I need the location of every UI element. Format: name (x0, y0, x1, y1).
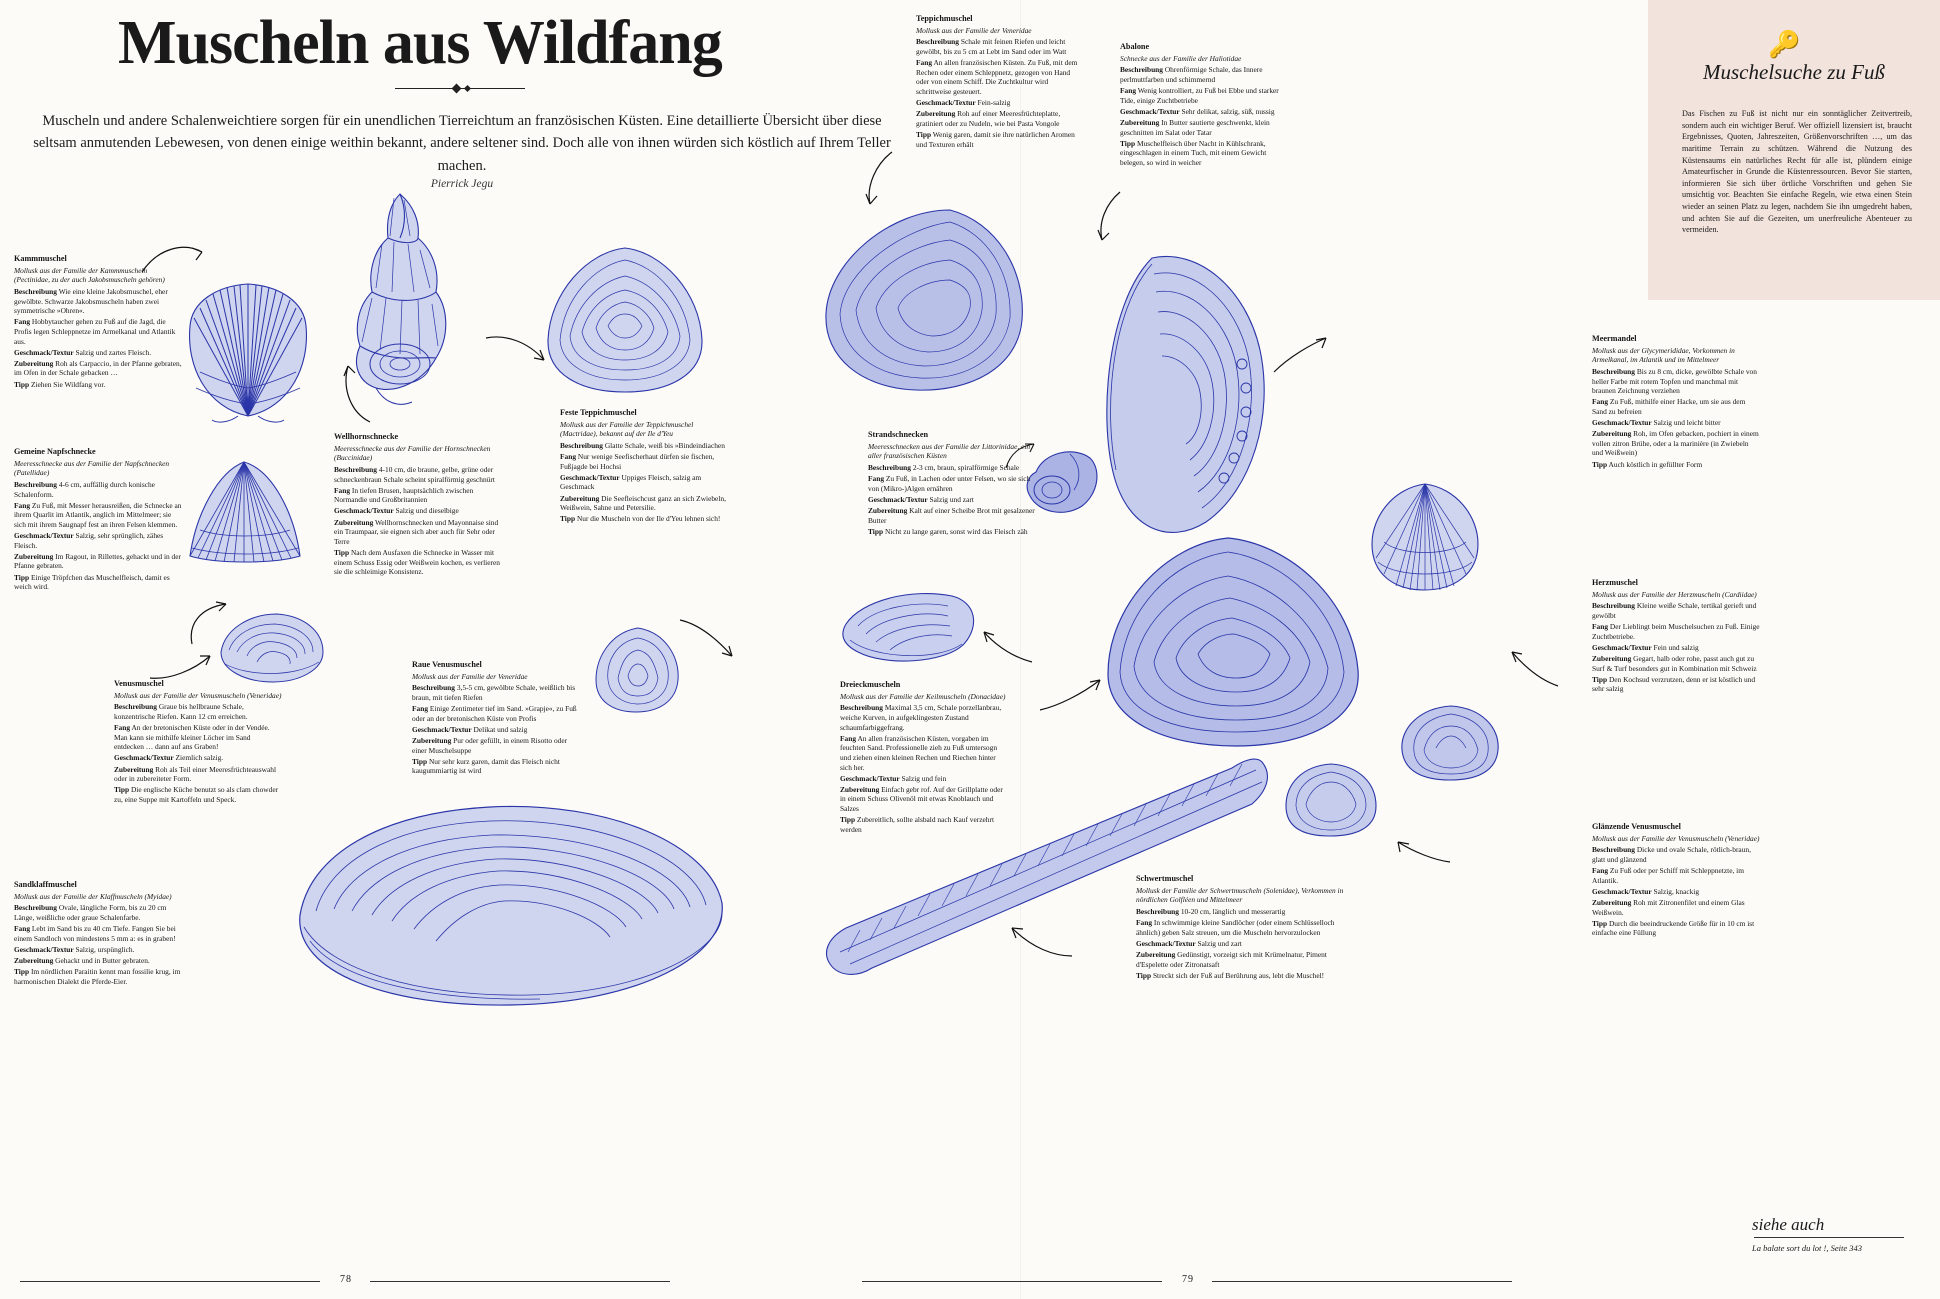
entry-line: Tipp Muschelfleisch über Nacht in Kühlschrank, eingeschlagen in einem Tuch, mit einem Gewicht belegen, so wird in weicher (1120, 138, 1267, 167)
entry-line: Geschmack/Textur Salzig und zart (1136, 938, 1242, 948)
entry-line: Zubereitung Im Ragout, in Rillettes, gehackt und in der Pfanne gebraten. (14, 551, 181, 571)
entry-feste-teppichmuschel (560, 408, 728, 525)
arrow-to-grosse-muschel (1038, 676, 1104, 716)
illustration-teppichmuschel (820, 200, 1030, 400)
entry-line: Tipp Den Kochsud verzrutzen, denn er ist köstlich und sehr salzig (1592, 674, 1756, 694)
byline: Pierrick Jegu (430, 178, 494, 190)
folio-right (1182, 1274, 1194, 1285)
entry-subtitle: Mollusk aus der Familie der Venusmuscheln (Veneridae) (114, 690, 282, 700)
entry-line: Beschreibung Bis zu 8 cm, dicke, gewölbte Schale von heller Farbe mit rotem Topfen und manchmal mit braunen Zeichnung verziehen (1592, 366, 1757, 396)
illustration-dreieckmuschel (836, 582, 982, 668)
entry-schwertmuschel (1136, 874, 1346, 982)
entry-line: Zubereitung Gehackt und in Butter gebraten. (14, 955, 150, 965)
entry-line: Zubereitung Gedünstigt, vorzeigt sich mit Krümelnatur, Piment d'Espelette oder Zitronatsaft (1136, 949, 1327, 969)
entry-line: Beschreibung Kleine weiße Schale, tertikal gerieft und gewölbt (1592, 601, 1757, 620)
entry-line: Tipp Streckt sich der Fuß auf Berührung aus, lebt die Muschel! (1136, 970, 1325, 980)
entry-meermandel (1592, 334, 1760, 471)
entry-line: Zubereitung Kalt auf einer Scheibe Brot mit gesalzener Butter (868, 505, 1035, 525)
entry-line: Geschmack/Textur Ziemlich salzig. (114, 753, 224, 763)
sidebar-body: Das Fischen zu Fuß ist nicht nur ein sonntäglicher Zeitvertreib, sondern auch ein wichtiger Beruf. Wer offiziell lizensiert ist, braucht Ergebnisses, Quoten, Jahreszeiten, Größenvorschriften …, um das maritime Terrain zu schützen. Während die Nutzung des Küstensaums ein natürliches Recht für alle ist, plündern einige Amateurfischer in Grunde die Küstenressourcen. Bevor Sie starten, informieren Sie sich über örtliche Vorschriften und gehen Sie umsichtig vor. Beachten Sie einfache Regeln, wie etwa einen Stein wieder an seinen Platz zu legen, nachdem Sie ihn umgedreht haben, und achten Sie auf die Gezeiten, um unerfreuliche Abenteuer zu vermeiden. (1682, 109, 1912, 235)
entry-line: Geschmack/Textur Delikat und salzig (412, 724, 528, 734)
entry-line: Geschmack/Textur Uppiges Fleisch, salzig am Geschmack (560, 472, 702, 492)
entry-line: Geschmack/Textur Salzig und zartes Fleisch. (14, 347, 152, 357)
entry-line: Tipp Nur sehr kurz garen, damit das Fleisch nicht kaugummiartig ist wird (412, 756, 560, 776)
illustration-glanzende-venusmuschel (1280, 758, 1382, 842)
entry-line: Tipp Nicht zu lange garen, sonst wird das Fleisch zäh (868, 526, 1028, 536)
illustration-kammmuschel (178, 268, 318, 428)
entry-line: Tipp Im nördlichen Paraitin kennt man fossilie krug, im harmonischen Dialekt die Pferde-Eier. (14, 967, 181, 986)
sidebar-heading: Muschelsuche zu Fuß (1703, 60, 1885, 84)
entry-title: Venusmuschel (114, 679, 164, 688)
entry-title: Sandklaffmuschel (14, 880, 77, 889)
folio-rule-right (1212, 1281, 1512, 1282)
entry-title: Kammmuschel (14, 254, 67, 263)
entry-dreieckmuscheln (840, 680, 1008, 836)
entry-teppichmuschel (916, 14, 1084, 151)
entry-title: Teppichmuschel (916, 14, 973, 23)
entry-title: Raue Venusmuschel (412, 660, 482, 669)
arrow-to-abalone (1082, 188, 1128, 244)
entry-line: Geschmack/Textur Fein-salzig (916, 98, 1011, 108)
entry-subtitle: Mollusk aus der Familie der Teppichmuschel (Mactridae), bekannt auf der Ile d'Yeu (560, 419, 694, 439)
entry-line: Tipp Auch köstlich in gefüllter Form (1592, 459, 1703, 469)
entry-gemeine-napfschnecke (14, 447, 182, 593)
entry-line: Tipp Wenig garen, damit sie ihre natürlichen Aromen und Texturen erhält (916, 129, 1075, 149)
entry-strandschnecken (868, 430, 1036, 538)
entry-line: Tipp Durch die beeindruckende Größe für in 10 cm ist einfache eine Füllung (1592, 918, 1755, 938)
entry-line: Zubereitung Pur oder gefüllt, in einem Risotto oder einer Muschelsuppe (412, 735, 568, 755)
entry-title: Feste Teppichmuschel (560, 408, 637, 417)
entry-line: Beschreibung Dicke und ovale Schale, rötlich-braun, glatt und glänzend (1592, 845, 1751, 864)
arrow-to-teppichmuschel-top (848, 148, 898, 208)
entry-line: Beschreibung 2-3 cm, braun, spiralförmige Schale (868, 462, 1020, 472)
entry-line: Fang Zu Fuß, mithilfe einer Hacke, um sie aus dem Sand zu befreien (1592, 397, 1746, 416)
folio-rule-left (20, 1281, 320, 1282)
entry-subtitle: Mollusk aus der Familie der Veneridae (412, 671, 528, 681)
entry-sandklaffmuschel (14, 880, 182, 988)
entry-line: Geschmack/Textur Salzig und zart (868, 494, 974, 504)
entry-wellhornschnecke (334, 432, 502, 578)
entry-line: Zubereitung Roh als Carpaccio, in der Pfanne gebraten, im Ofen in der Schale gebacken … (14, 358, 182, 378)
entry-line: Zubereitung In Butter sautierte geschwenkt, klein geschnitten im Salat oder Tatar (1120, 117, 1270, 137)
illustration-meermandel (1366, 478, 1484, 596)
entry-line: Fang Zu Fuß oder per Schiff mit Schleppnetzte, im Atlantik. (1592, 866, 1744, 885)
entry-line: Zubereitung Wellhornschnecken und Mayonnaise sind ein Traumpaar, sie eignen sich aber auch für Sehr oder Terre (334, 517, 499, 546)
entry-kammmuschel (14, 254, 182, 391)
entry-line: Fang Der Lieblingt beim Muschelsuchen zu Fuß. Einige Zuchtbetriebe. (1592, 622, 1760, 641)
entry-subtitle: Mollusk aus der Familie der Herzmuscheln (Cardiidae) (1592, 589, 1757, 599)
arrow-to-dreieckmuschel (980, 626, 1036, 666)
page-title: Muscheln aus Wildfang (118, 9, 722, 77)
arrow-to-wellhornschnecke (330, 360, 376, 426)
see-also-text[interactable]: La balate sort du lot !, Seite 343 (1752, 1243, 1863, 1253)
entry-line: Beschreibung 4-6 cm, auffällig durch konische Schalenform. (14, 479, 155, 499)
key-icon: 🔑 (1768, 30, 1799, 59)
entry-line: Geschmack/Textur Sehr delikat, salzig, süß, nussig (1120, 106, 1275, 116)
arrow-to-schwertmuschel (1008, 918, 1074, 960)
entry-line: Beschreibung Ovale, längliche Form, bis zu 20 cm Länge, weißliche oder graue Schalenfarbe. (14, 903, 167, 922)
entry-line: Geschmack/Textur Salzig und fein (840, 773, 947, 783)
illustration-herzmuschel (1396, 700, 1506, 786)
arrow-to-herzmuschel (1510, 646, 1562, 692)
folio-rule-right (370, 1281, 670, 1282)
entry-subtitle: Schnecke aus der Familie der Haliotidae (1120, 53, 1242, 63)
intro-paragraph: Muscheln und andere Schalenweichtiere sorgen für ein unendlichen Tierreichtum an französischen Küsten. Eine detaillierte Übersicht über diese seltsam anmutenden Lebewesen, von denen einige weithin bekannt, andere seltener sind. Doch alle von ihnen würden sich köstlich auf Ihrem Teller machen. (33, 113, 891, 174)
entry-line: Beschreibung Wie eine kleine Jakobsmuschel, eher gewölbte. Schwarze Jakobsmuscheln haben zwei symmetrische »Ohren«. (14, 286, 168, 316)
entry-line: Fang An allen französischen Küsten. Zu Fuß, mit dem Rechen oder einem Schleppnetz, gezogen von Hand oder von einem Schiff. Die Zuchtkultur wird schrittweise gesteuert. (916, 58, 1078, 96)
illustration-feste-teppichmuschel (540, 240, 710, 400)
entry-line: Tipp Ziehen Sie Wildfang vor. (14, 379, 106, 389)
entry-title: Abalone (1120, 42, 1150, 51)
entry-title: Gemeine Napfschnecke (14, 447, 96, 456)
entry-line: Zubereitung Roh, im Ofen gebacken, pochiert in einem vollen zitron Brühe, oder a la marinière (in Zwiebeln und Weißwein) (1592, 429, 1759, 458)
entry-line: Geschmack/Textur Salzig und dieselbige (334, 506, 459, 516)
entry-title: Herzmuschel (1592, 578, 1638, 587)
entry-subtitle: Meeresschnecken aus der Familie der Littorinidae, ein aller französischen Küsten (868, 441, 1031, 461)
entry-title: Strandschnecken (868, 430, 929, 439)
entry-line: Beschreibung Glatte Schale, weiß bis »Bindeindiachen (560, 440, 725, 450)
entry-title: Schwertmuschel (1136, 874, 1194, 883)
entry-subtitle: Mollusk aus der Familie der Venusmuscheln (Veneridae) (1592, 833, 1760, 843)
entry-herzmuschel (1592, 578, 1760, 695)
title-divider (395, 88, 525, 89)
see-also-divider (1754, 1237, 1904, 1238)
entry-abalone (1120, 42, 1288, 169)
entry-line: Geschmack/Textur Salzig, sehr sprünglich, zähes Fleisch. (14, 531, 164, 550)
entry-subtitle: Meeresschnecke aus der Familie der Hornschnecken (Buccinidae) (334, 443, 491, 463)
entry-line: Fang In tiefen Brusen, hauptsächlich zwischen Normandie und Großbritannien (334, 485, 474, 505)
entry-line: Beschreibung Maximal 3,5 cm, Schale porzellanbrau, weiche Kurven, in aufgeklingesten Zustand schaumfarbiggefrang. (840, 703, 1002, 732)
entry-subtitle: Mollusk aus der Familie der Kammmuscheln (Pectinidae, zu der auch Jakobsmuscheln gehören) (14, 265, 165, 285)
entry-title: Glänzende Venusmuschel (1592, 822, 1681, 831)
illustration-raue-venusmuschel (592, 622, 684, 718)
folio-rule-left (862, 1281, 1162, 1282)
folio-left (340, 1274, 352, 1285)
entry-line: Beschreibung Graue bis hellbraune Schale, konzentrische Riefen. Kann 12 cm erreichen. (114, 702, 248, 721)
entry-subtitle: Mollusk aus der Familie der Klaffmuscheln (Myidae) (14, 891, 172, 901)
entry-subtitle: Mollusk aus der Glycymerididae, Vorkommen in Armelkanal, im Atlantik und im Mittelmeer (1592, 345, 1735, 365)
entry-line: Zubereitung Roh mit Zitronenfilet und einem Glas Weißwein. (1592, 897, 1745, 917)
arrow-to-raue-venusmuschel (678, 616, 740, 662)
arrow-to-meermandel (1272, 330, 1328, 376)
see-also (1752, 1215, 1940, 1253)
illustration-gemeine-napfschnecke (182, 452, 308, 570)
entry-title: Meermandel (1592, 334, 1637, 343)
arrow-to-napfschnecke (186, 600, 246, 648)
entry-line: Zubereitung Roh auf einer Meeresfrüchteplatte, gratiniert oder zu Nudeln, wie bei Pasta Vongole (916, 109, 1061, 128)
entry-line: Geschmack/Textur Salzig und leicht bitter (1592, 418, 1721, 428)
entry-subtitle: Mollusk der Familie der Schwertmuscheln (Solenidae), Verkommen in nördlichen Golfléen und Mittelmeer (1136, 885, 1344, 905)
entry-glanzende-venusmuschel (1592, 822, 1760, 939)
folio-right-number: 79 (1182, 1274, 1194, 1285)
entry-line: Fang An der bretonischen Küste oder in der Vendée. Man kann sie mithilfe kleiner Löcher im Sand entdecken … dann auf ans Graben! (114, 723, 270, 752)
entry-line: Fang Lebt im Sand bis zu 40 cm Tiefe. Fangen Sie bei einem Sandloch von mindestens 5 mm a: es in graben! (14, 924, 176, 943)
entry-line: Geschmack/Textur Fein und salzig (1592, 642, 1699, 652)
entry-line: Tipp Nach dem Ausfaxen die Schnecke in Wasser mit einem Schuss Essig oder Weißwein kochen, es verlieren sie die schleimige Konsistenz. (334, 547, 500, 577)
entry-line: Fang An allen französischen Küsten, vorgaben im feuchten Sand. Professionelle zieh zu Fuß umtersogn und ziehen einen kleinen Rechen und Riechen hinter sich her. (840, 733, 998, 772)
entry-title: Wellhornschnecke (334, 432, 399, 441)
entry-line: Fang Nur wenige Seefischerhaut dürfen sie fischen, Fußjagde bei Hochsi (560, 452, 715, 471)
illustration-abalone (1094, 240, 1274, 540)
arrow-to-glanzende-venusmuschel (1396, 836, 1452, 870)
entry-line: Zubereitung Gegart, halb oder rohe, passt auch gut zu Surf & Turf besonders gut in Kombination mit Schweiz (1592, 653, 1757, 673)
entry-line: Beschreibung 4-10 cm, die braune, gelbe, grüne oder schneckenbraun Schale scheint spiralförmig geschnürt (334, 464, 495, 484)
sidebar-panel (1648, 0, 1940, 300)
entry-line: Beschreibung Schale mit feinen Riefen und leicht gewölbt, bis zu 5 cm at Lebt im Sand oder im Watt (916, 37, 1067, 56)
entry-line: Tipp Die englische Küche benutzt so als clam chowder zu, eine Suppe mit Kartoffeln und Speck. (114, 785, 279, 804)
entry-line: Tipp Einige Tröpfchen das Muschelfleisch, damit es weich wird. (14, 572, 170, 592)
entry-line: Beschreibung Ohrenförmige Schale, das Innere perlmuttfarben und schimmernd (1120, 65, 1263, 84)
entry-subtitle: Meeresschnecke aus der Familie der Napfschnecken (Patellidae) (14, 458, 170, 478)
illustration-miesmuschel (290, 795, 730, 1015)
entry-line: Fang In schwimmige kleine Sandlöcher (oder einem Schlüsselloch ähnlich) geben Salz streuen, um die Muscheln hervorzulocken (1136, 918, 1335, 937)
illustration-grosse-muschel (1100, 530, 1366, 752)
entry-line: Fang Zu Fuß, mit Messer herausreißen, die Schnecke an ihrem Quarlit im Atlantik, anglich im Mittelmeer; sie sich mit ihrem Saugnapf fest an ihren Felsen klemmen. (14, 500, 182, 529)
entry-line: Fang Hobbytaucher gehen zu Fuß auf die Jagd, die Profis legen Schleppnetze im Armelkanal und Atlantik aus. (14, 317, 176, 346)
entry-line: Beschreibung 3,5-5 cm, gewölbte Schale, weißlich bis braun, mit tiefen Riefen (412, 683, 576, 702)
entry-line: Geschmack/Textur Salzig, urspünglich. (14, 944, 135, 954)
entry-line: Tipp Zubereitlich, sollte alsbald nach Kauf verzehrt werden (840, 815, 995, 834)
entry-title: Dreieckmuscheln (840, 680, 901, 689)
entry-line: Zubereitung Die Seefleischcust ganz an sich Zwiebeln, Weißwein, Sahne und Petersilie. (560, 493, 726, 513)
entry-subtitle: Mollusk aus der Familie der Keilmuscheln (Donacidae) (840, 691, 1006, 701)
entry-line: Zubereitung Roh als Teil einer Meeresfrüchteauswahl oder in zubereiteter Form. (114, 764, 276, 784)
see-also-heading: siehe auch (1752, 1215, 1825, 1234)
entry-subtitle: Mollusk aus der Familie der Veneridae (916, 25, 1032, 35)
entry-line: Fang Einige Zentimeter tief im Sand. »Grapje«, zu Fuß oder an der bretonischen Küste von Profis (412, 704, 577, 723)
entry-line: Geschmack/Textur Salzig, knackig (1592, 886, 1700, 896)
entry-line: Beschreibung 10-20 cm, länglich und messerartig (1136, 906, 1286, 916)
entry-line: Fang Zu Fuß, in Lachen oder unter Felsen, wo sie sich von (Mikro-)Algen ernähren (868, 474, 1031, 493)
entry-line: Tipp Nur die Muscheln von der Ile d'Yeu lehnen sich! (560, 514, 721, 524)
entry-line: Fang Wenig kontrolliert, zu Fuß bei Ebbe und starker Tide, einige Zuchtbetriebe (1120, 86, 1279, 105)
entry-line: Zubereitung Einfach gebr rof. Auf der Grillplatte oder in einem Schuss Olivenöl mit etwas Knoblauch und Salzes (840, 784, 1003, 814)
entry-venusmuschel (114, 679, 282, 806)
entry-raue-venusmuschel (412, 660, 580, 777)
arrow-to-teppichmuschel-left (484, 330, 550, 370)
folio-left-number: 78 (340, 1274, 352, 1285)
